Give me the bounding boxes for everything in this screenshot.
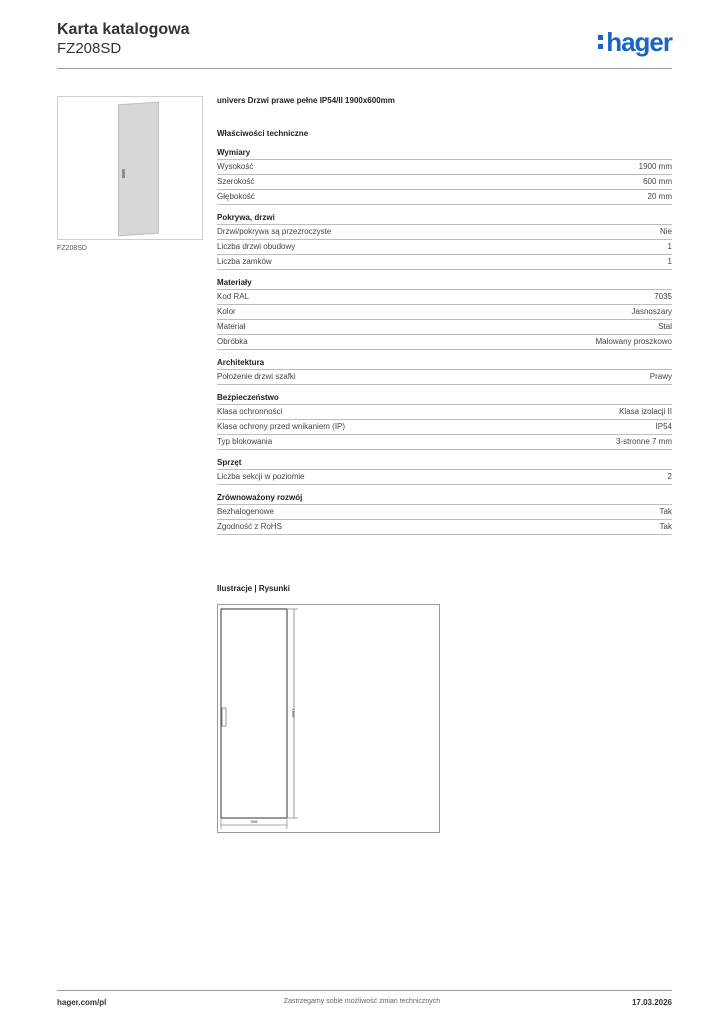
property-value: Malowany proszkowo <box>595 337 672 346</box>
property-value: 600 mm <box>643 177 672 186</box>
group-rows <box>217 224 672 270</box>
property-label: Typ blokowania <box>217 437 273 446</box>
door-handle-icon <box>122 169 125 178</box>
property-label: Kolor <box>217 307 236 316</box>
document-subtitle: FZ208SD <box>57 40 122 57</box>
property-label: Liczba sekcji w poziomie <box>217 472 305 481</box>
property-value: Nie <box>659 227 672 236</box>
property-value: 3-stronne 7 mm <box>615 437 672 446</box>
property-value: 2 <box>667 472 672 481</box>
property-row <box>217 469 672 485</box>
door-drawing <box>218 605 439 832</box>
door-image <box>118 102 159 237</box>
property-value: 1900 mm <box>638 162 672 171</box>
group-rows <box>217 289 672 350</box>
property-value: Tak <box>659 522 672 531</box>
property-group <box>217 493 672 535</box>
property-label: Wysokość <box>217 162 254 171</box>
property-label: Liczba drzwi obudowy <box>217 242 296 251</box>
product-thumbnail <box>57 96 203 240</box>
logo-dots-icon <box>598 35 603 49</box>
property-group <box>217 458 672 485</box>
logo-text: hager <box>606 27 672 57</box>
property-groups <box>217 148 672 535</box>
property-value: Stal <box>658 322 672 331</box>
footer-date: 17.03.2026 <box>631 998 672 1007</box>
property-value: 1 <box>667 242 672 251</box>
property-group <box>217 393 672 450</box>
property-row <box>217 404 672 419</box>
group-title: Bezpieczeństwo <box>217 393 279 402</box>
property-label: Klasa ochronności <box>217 407 283 416</box>
property-group <box>217 148 672 205</box>
property-label: Bezhalogenowe <box>217 507 274 516</box>
property-value: 1 <box>667 257 672 266</box>
footer-disclaimer: Zastrzegamy sobie możliwość zmian technicznych <box>283 998 441 1005</box>
property-value: Jasnoszary <box>631 307 672 316</box>
property-label: Obróbka <box>217 337 248 346</box>
property-label: Zgodność z RoHS <box>217 522 282 531</box>
property-value: 7035 <box>654 292 672 301</box>
property-row <box>217 434 672 450</box>
group-rows <box>217 404 672 450</box>
property-label: Kod RAL <box>217 292 250 301</box>
section-title: Właściwości techniczne <box>217 129 309 138</box>
property-label: Położenie drzwi szafki <box>217 372 296 381</box>
property-label: Głębokość <box>217 192 255 201</box>
property-row <box>217 369 672 385</box>
group-title: Zrównoważony rozwój <box>217 493 303 502</box>
property-row <box>217 224 672 239</box>
dimension-width-label: 598 <box>250 819 258 824</box>
property-row <box>217 504 672 519</box>
group-rows <box>217 369 672 385</box>
property-label: Szerokość <box>217 177 255 186</box>
property-label: Klasa ochrony przed wnikaniem (IP) <box>217 422 346 431</box>
property-row <box>217 289 672 304</box>
group-title: Sprzęt <box>217 458 242 467</box>
group-title: Architektura <box>217 358 265 367</box>
property-group <box>217 278 672 350</box>
property-label: Materiał <box>217 322 246 331</box>
illustration-title: Ilustracje | Rysunki <box>217 584 290 593</box>
product-title: univers Drzwi prawe pełne IP54/II 1900x600mm <box>217 96 395 105</box>
dimension-height-label: 1898 <box>291 708 296 718</box>
group-rows <box>217 469 672 485</box>
property-label: Liczba zamków <box>217 257 272 266</box>
property-row <box>217 159 672 174</box>
property-value: 20 mm <box>647 192 672 201</box>
property-value: IP54 <box>655 422 672 431</box>
property-row <box>217 319 672 334</box>
property-row <box>217 419 672 434</box>
group-title: Materiały <box>217 278 252 287</box>
property-row <box>217 304 672 319</box>
group-title: Pokrywa, drzwi <box>217 213 275 222</box>
group-rows <box>217 159 672 205</box>
property-row <box>217 174 672 189</box>
property-row <box>217 239 672 254</box>
group-title: Wymiary <box>217 148 251 157</box>
illustration-frame <box>217 604 440 833</box>
document-title: Karta katalogowa <box>57 21 190 38</box>
header-divider <box>57 68 672 69</box>
property-group <box>217 358 672 385</box>
group-rows <box>217 504 672 535</box>
property-row <box>217 334 672 350</box>
thumbnail-caption: FZ208SD <box>57 245 87 252</box>
product-details <box>217 96 672 543</box>
property-row <box>217 254 672 270</box>
property-group <box>217 213 672 270</box>
footer-website: hager.com/pl <box>57 998 107 1007</box>
property-value: Prawy <box>649 372 672 381</box>
property-value: Tak <box>659 507 672 516</box>
property-row <box>217 519 672 535</box>
property-row <box>217 189 672 205</box>
hager-logo <box>598 29 672 55</box>
property-label: Drzwi/pokrywa są przezroczyste <box>217 227 332 236</box>
property-value: Klasa izolacji II <box>619 407 672 416</box>
footer-divider <box>57 990 672 991</box>
